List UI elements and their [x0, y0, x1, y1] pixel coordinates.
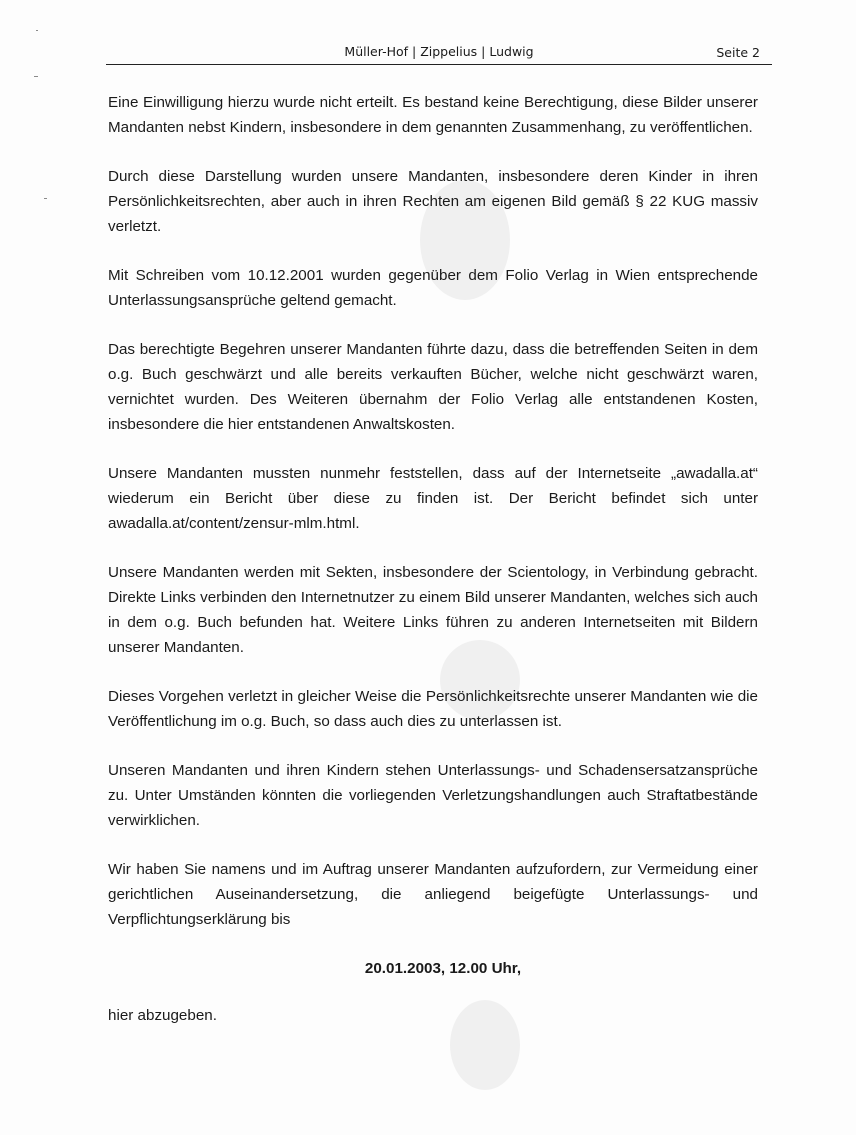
firm-name: Müller-Hof | Zippelius | Ludwig: [344, 44, 534, 59]
paragraph: Unseren Mandanten und ihren Kindern stehen Unterlassungs- und Schadensersatzansprüche zu. Unter Umständen könnten die vorliegenden Verletzungshandlungen auch Straftatbestände verwirklichen.: [108, 762, 758, 829]
scan-artifact: [36, 30, 38, 31]
deadline-date: 20.01.2003, 12.00 Uhr,: [364, 960, 522, 977]
paragraph: Unsere Mandanten werden mit Sekten, insbesondere der Scientology, in Verbindung gebracht. Direkte Links verbinden den Internetnutzer zu einem Bild unserer Mandanten, welches sich auch in dem o.g. Buch befunden hat. Weitere Links führen zu anderen Internetseiten mit Bildern unserer Mandanten.: [108, 564, 758, 656]
closing-line: hier abzugeben.: [108, 1007, 217, 1024]
paragraph: Durch diese Darstellung wurden unsere Mandanten, insbesondere deren Kinder in ihren Persönlichkeitsrechten, aber auch in ihren Rechten am eigenen Bild gemäß § 22 KUG massiv verletzt.: [108, 168, 758, 235]
paragraph: Wir haben Sie namens und im Auftrag unserer Mandanten aufzufordern, zur Vermeidung einer gerichtlichen Auseinandersetzung, die anliegend beigefügte Unterlassungs- und Verpflichtungserklärung bis: [108, 861, 758, 928]
letter-body: [108, 90, 758, 1028]
page-header: [106, 42, 772, 65]
paragraph: Unsere Mandanten mussten nunmehr feststellen, dass auf der Internetseite „awadalla.at“ wiederum ein Bericht über diese zu finden ist. Der Bericht befindet sich unter awadalla.at/content/zensur-mlm.html.: [108, 465, 758, 532]
scan-artifact: [34, 76, 38, 77]
scan-artifact: [44, 198, 47, 199]
paragraph: Das berechtigte Begehren unserer Mandanten führte dazu, dass die betreffenden Seiten in dem o.g. Buch geschwärzt und alle bereits verkauften Bücher, welche nicht geschwärzt waren, vernichtet wurden. Des Weiteren übernahm der Folio Verlag alle entstandenen Kosten, insbesondere die hier entstandenen Anwaltskosten.: [108, 341, 758, 433]
page-number: Seite 2: [716, 45, 760, 60]
paragraph: Dieses Vorgehen verletzt in gleicher Weise die Persönlichkeitsrechte unserer Mandanten wie die Veröffentlichung im o.g. Buch, so dass auch dies zu unterlassen ist.: [108, 688, 758, 730]
paragraph: Eine Einwilligung hierzu wurde nicht erteilt. Es bestand keine Berechtigung, diese Bilder unserer Mandanten nebst Kindern, insbesondere in dem genannten Zusammenhang, zu veröffentlichen.: [108, 94, 758, 136]
paragraph: Mit Schreiben vom 10.12.2001 wurden gegenüber dem Folio Verlag in Wien entsprechende Unterlassungsansprüche geltend gemacht.: [108, 267, 758, 309]
